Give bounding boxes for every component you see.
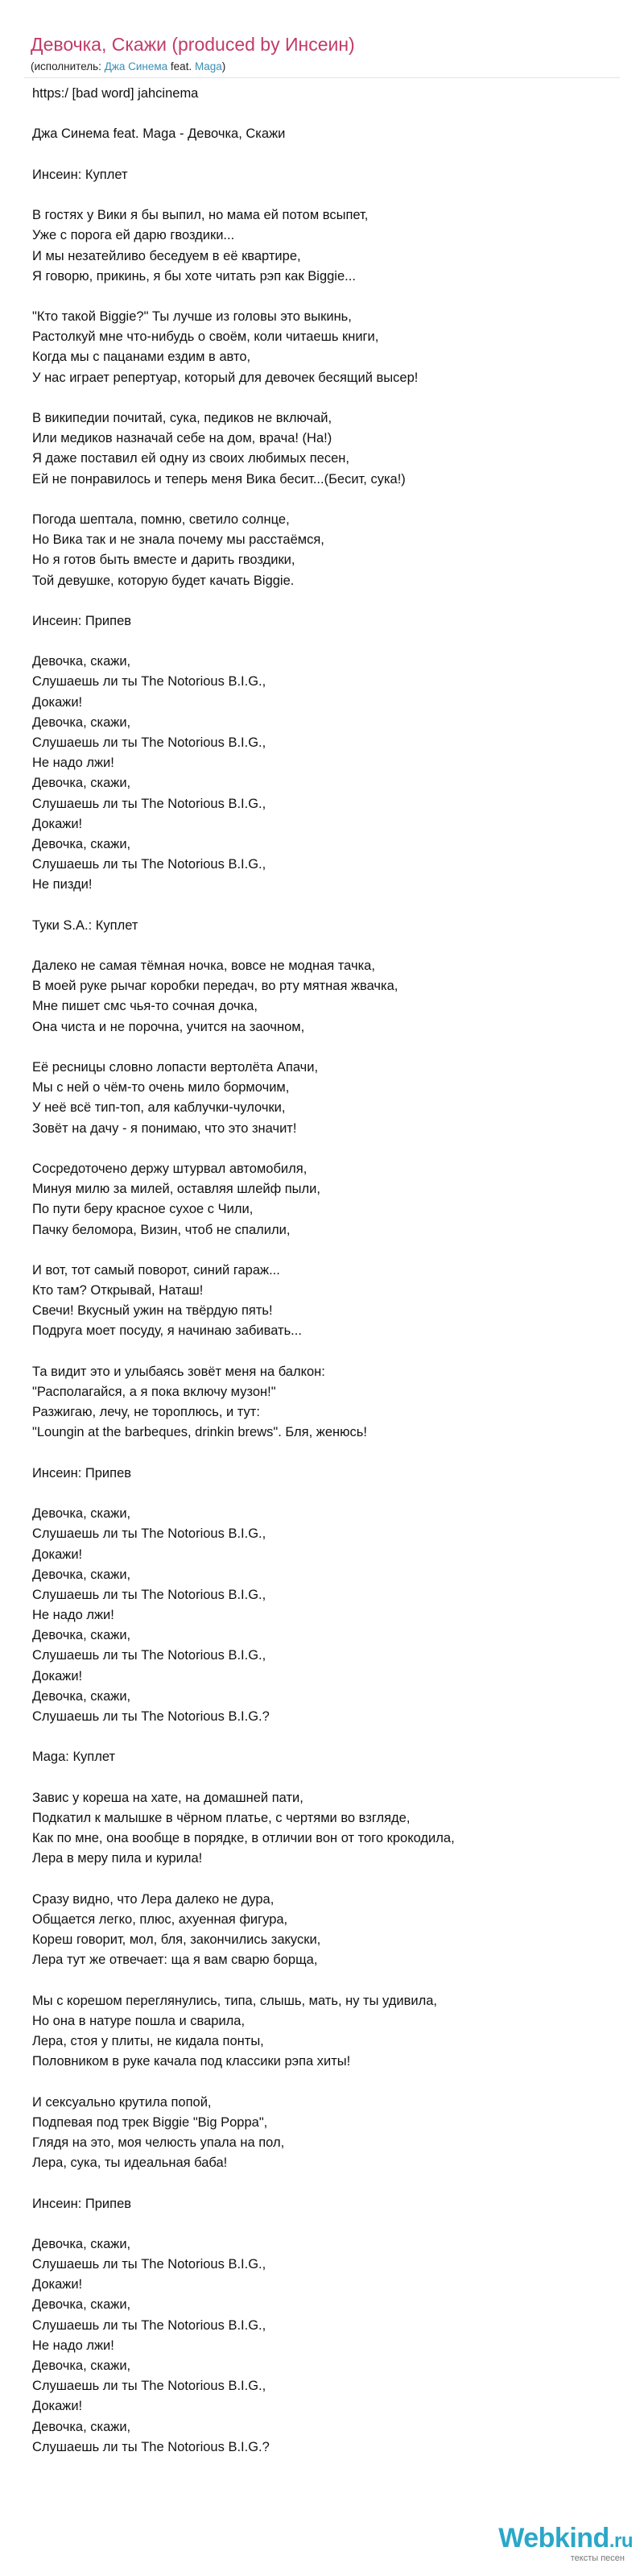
lyric-line: Мы с корешом переглянулись, типа, слышь, мать, ну ты удивила, [32, 1993, 437, 2008]
lyric-line: Половником в руке качала под классики рэпа хиты! [32, 2054, 351, 2069]
lyrics-blank-line [32, 104, 620, 124]
lyric-line: Она чиста и не порочна, учится на заочном, [32, 1019, 305, 1034]
lyric-line: Подкатил к малышке в чёрном платье, с чертями во взгляде, [32, 1810, 411, 1825]
lyrics-blank-line [32, 287, 620, 307]
lyrics-blank-line [32, 1443, 620, 1464]
lyric-line: Как по мне, она вообще в порядке, в отличии вон от того крокодила, [32, 1831, 455, 1846]
lyrics-blank-line [32, 2072, 620, 2092]
lyrics-blank-line [32, 591, 620, 611]
lyric-line: Лера тут же отвечает: ща я вам сварю борща, [32, 1953, 318, 1968]
lyric-line: "Располагайся, а я пока включу музон!" [32, 1385, 276, 1399]
lyric-line: Девочка, скажи, [32, 2236, 131, 2251]
lyric-line: Или медиков назначай себе на дом, врача! (На!) [32, 431, 332, 446]
lyrics-blank-line [32, 1037, 620, 1058]
logo-tagline: тексты песен [570, 2553, 625, 2563]
lyric-line: Докажи! [32, 816, 83, 831]
lyric-line: "Loungin at the barbeques, drinkin brews". Бля, женюсь! [32, 1425, 367, 1440]
lyrics-blank-line [32, 1484, 620, 1504]
site-logo[interactable] [456, 2520, 633, 2568]
lyric-line: Слушаешь ли ты The Notorious B.I.G.? [32, 1709, 270, 1724]
lyric-line: Слушаешь ли ты The Notorious B.I.G., [32, 1526, 266, 1542]
lyrics-blank-line [32, 1870, 620, 1890]
lyric-line: Ей не понравилось и теперь меня Вика бесит...(Бесит, сука!) [32, 471, 406, 487]
lyric-line: Инсеин: Припев [32, 1465, 132, 1481]
lyric-line: Девочка, скажи, [32, 836, 131, 851]
lyric-line: Докажи! [32, 1668, 83, 1684]
lyric-line: Инсеин: Припев [32, 2196, 132, 2211]
lyric-line: Девочка, скажи, [32, 2297, 131, 2313]
lyric-line: Девочка, скажи, [32, 1628, 131, 1643]
lyric-line: Maga: Куплет [32, 1750, 116, 1765]
lyrics-blank-line [32, 896, 620, 916]
lyrics-blank-line [32, 490, 620, 510]
lyric-line: И вот, тот самый поворот, синий гараж... [32, 1262, 280, 1278]
lyric-line: Мне пишет смс чья-то сочная дочка, [32, 999, 258, 1014]
lyric-line: Подруга моет посуду, я начинаю забивать... [32, 1323, 302, 1339]
lyrics-blank-line [32, 1970, 620, 1990]
lyric-line: Девочка, скажи, [32, 1567, 131, 1582]
lyric-line: Лера, сука, ты идеальная баба! [32, 2156, 228, 2171]
artist-link-maga[interactable]: Maga [194, 60, 222, 72]
lyric-line: Подпевая под трек Biggie "Big Poppa", [32, 2114, 268, 2130]
header-divider [24, 77, 620, 78]
lyric-line: Докажи! [32, 1547, 83, 1562]
lyric-line: Девочка, скажи, [32, 1506, 131, 1522]
lyric-line: https:/ [bad word] jahcinema [32, 86, 199, 101]
lyric-line: Завис у кореша на хате, на домашней пати, [32, 1790, 303, 1805]
lyrics-blank-line [32, 2214, 620, 2234]
lyrics-blank-line [32, 2173, 620, 2193]
lyric-line: Девочка, скажи, [32, 776, 131, 791]
lyric-line: Растолкуй мне что-нибудь о своём, коли читаешь книги, [32, 329, 379, 345]
lyrics-blank-line [32, 1768, 620, 1788]
lyric-line: И сексуально крутила попой, [32, 2094, 212, 2110]
lyric-line: Лера в меру пила и курила! [32, 1851, 203, 1866]
lyric-line: Уже с порога ей дарю гвоздики... [32, 228, 235, 243]
lyric-line: Глядя на это, моя челюсть упала на пол, [32, 2135, 285, 2150]
lyric-line: Не надо лжи! [32, 756, 114, 771]
lyric-line: Разжигаю, лечу, не тороплюсь, и тут: [32, 1405, 260, 1420]
lyric-line: Когда мы с пацанами ездим в авто, [32, 350, 251, 365]
lyric-line: Не надо лжи! [32, 1608, 114, 1623]
lyric-line: Я говорю, прикинь, я бы хоте читать рэп как Biggie... [32, 268, 356, 284]
logo-wordmark [498, 2523, 633, 2554]
lyric-line: Но Вика так и не знала почему мы расстаёмся, [32, 532, 324, 548]
song-title: Девочка, Скажи (produced by Инсеин) [31, 34, 355, 55]
lyrics-body [32, 84, 620, 2458]
lyric-line: Инсеин: Припев [32, 613, 132, 628]
logo-name: Webkind [498, 2523, 609, 2553]
artist-feat: feat. [167, 60, 195, 72]
lyric-line: Слушаешь ли ты The Notorious B.I.G., [32, 2317, 266, 2333]
lyric-line: Слушаешь ли ты The Notorious B.I.G., [32, 2379, 266, 2394]
lyric-line: Но она в натуре пошла и сварила, [32, 2013, 246, 2028]
lyric-line: Я даже поставил ей одну из своих любимых песен, [32, 451, 349, 466]
lyric-line: Сосредоточено держу штурвал автомобиля, [32, 1161, 308, 1176]
lyric-line: Слушаешь ли ты The Notorious B.I.G., [32, 674, 266, 690]
lyric-line: В моей руке рычаг коробки передач, во рту мятная жвачка, [32, 979, 398, 994]
lyric-line: Минуя милю за милей, оставляя шлейф пыли, [32, 1182, 320, 1197]
artist-line [31, 60, 620, 74]
lyric-line: У нас играет репертуар, который для девочек бесящий высер! [32, 370, 419, 385]
lyric-line: Слушаешь ли ты The Notorious B.I.G., [32, 857, 266, 872]
lyric-line: В википедии почитай, сука, педиков не включай, [32, 411, 332, 425]
lyric-line: Девочка, скажи, [32, 714, 131, 730]
lyrics-blank-line [32, 1240, 620, 1261]
lyrics-blank-line [32, 1139, 620, 1159]
lyric-line: Той девушке, которую будет качать Biggie. [32, 573, 295, 588]
lyric-line: Инсеин: Куплет [32, 167, 128, 182]
lyric-line: Туки S.A.: Куплет [32, 917, 138, 933]
lyric-line: Кореш говорит, мол, бля, закончились закуски, [32, 1932, 321, 1948]
lyric-line: Слушаешь ли ты The Notorious B.I.G.? [32, 2439, 270, 2454]
lyric-line: По пути беру красное сухое с Чили, [32, 1202, 254, 1217]
lyrics-blank-line [32, 185, 620, 205]
lyric-line: Слушаешь ли ты The Notorious B.I.G., [32, 2257, 266, 2272]
lyric-line: Слушаешь ли ты The Notorious B.I.G., [32, 735, 266, 750]
lyric-line: Общается легко, плюс, ахуенная фигура, [32, 1911, 288, 1927]
lyric-line: Слушаешь ли ты The Notorious B.I.G., [32, 1587, 266, 1602]
lyric-line: Не пизди! [32, 877, 93, 892]
lyrics-blank-line [32, 632, 620, 652]
lyrics-blank-line [32, 145, 620, 165]
lyric-line: Джа Синема feat. Maga - Девочка, Скажи [32, 126, 286, 142]
lyric-line: Но я готов быть вместе и дарить гвоздики, [32, 553, 295, 568]
artist-prefix: (исполнитель: [31, 60, 105, 72]
artist-suffix: ) [221, 60, 226, 72]
lyric-line: Слушаешь ли ты The Notorious B.I.G., [32, 1648, 266, 1663]
lyric-line: Девочка, скажи, [32, 1688, 131, 1704]
lyric-line: Слушаешь ли ты The Notorious B.I.G., [32, 796, 266, 811]
lyric-line: Далеко не самая тёмная ночка, вовсе не модная тачка, [32, 959, 375, 974]
lyric-line: Докажи! [32, 2277, 83, 2292]
song-header [31, 32, 620, 74]
lyrics-blank-line [32, 936, 620, 956]
lyrics-blank-line [32, 1342, 620, 1362]
lyric-line: Зовёт на дачу - я понимаю, что это значит! [32, 1120, 297, 1136]
lyric-line: Докажи! [32, 694, 83, 710]
lyrics-blank-line [32, 1727, 620, 1747]
lyric-line: Её ресницы словно лопасти вертолёта Апачи, [32, 1060, 319, 1075]
lyric-line: Мы с ней о чём-то очень мило бормочим, [32, 1080, 290, 1095]
lyric-line: Девочка, скажи, [32, 2359, 131, 2373]
lyric-line: Девочка, скажи, [32, 654, 131, 669]
artist-link-dja-sinema[interactable]: Джа Синема [104, 60, 168, 72]
lyrics-blank-line [32, 388, 620, 408]
lyric-line: И мы незатейливо беседуем в её квартире, [32, 248, 301, 263]
lyric-line: Сразу видно, что Лера далеко не дура, [32, 1891, 275, 1907]
lyric-line: Та видит это и улыбаясь зовёт меня на балкон: [32, 1364, 325, 1379]
lyric-line: "Кто такой Biggie?" Ты лучше из головы это выкинь, [32, 309, 352, 325]
lyric-line: У неё всё тип-топ, аля каблучки-чулочки, [32, 1100, 286, 1116]
lyric-line: Не надо лжи! [32, 2338, 114, 2353]
lyric-line: В гостях у Вики я бы выпил, но мама ей потом всыпет, [32, 208, 369, 223]
lyric-line: Свечи! Вкусный ужин на твёрдую пять! [32, 1303, 273, 1319]
lyric-line: Кто там? Открывай, Наташ! [32, 1283, 204, 1298]
lyric-line: Погода шептала, помню, светило солнце, [32, 511, 290, 527]
lyric-line: Лера, стоя у плиты, не кидала понты, [32, 2034, 264, 2048]
logo-tld: .ru [609, 2530, 633, 2552]
lyric-line: Докажи! [32, 2399, 83, 2414]
lyric-line: Пачку беломора, Визин, чтоб не спалили, [32, 1222, 291, 1237]
lyric-line: Девочка, скажи, [32, 2419, 131, 2434]
